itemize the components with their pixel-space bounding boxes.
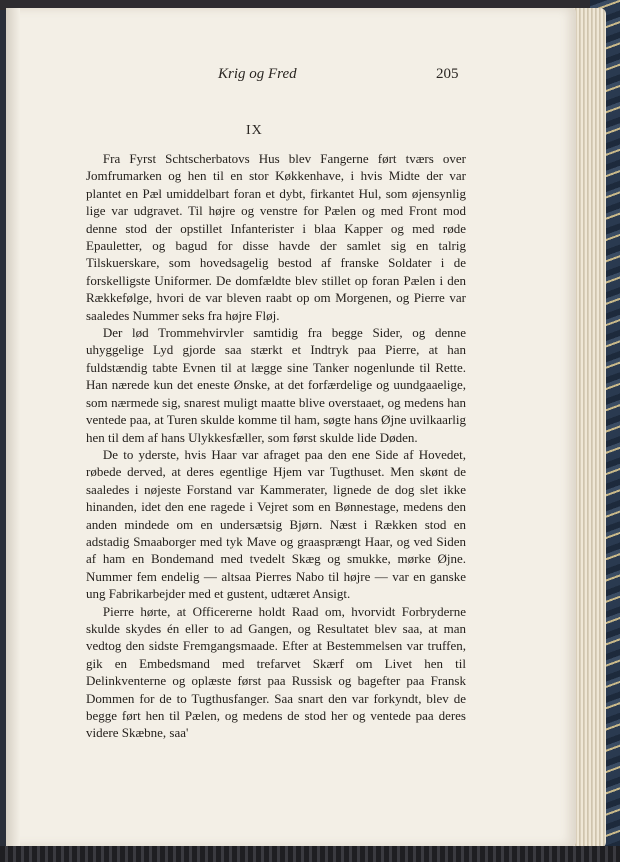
chapter-number: IX bbox=[246, 123, 263, 138]
page-stack bbox=[572, 8, 606, 848]
paragraph-2: Der lød Trommehvirvler samtidig fra begge Sider, og denne uhyggelige Lyd gjorde saa stærkt et Indtryk paa Pierre, at han fuldstændig tabte Evnen til at lægge sine Tanker nogenlunde til Rette. Han nærede kun det eneste Ønske, at det forfærdelige og uundgaaelige, som nærmede sig, snarest muligt maatte blive overstaaet, og medens han ventede paa, at Turen skulde komme til ham, søgte hans Øjne uvilkaarlig hen til dem af hans Ulykkesfæller, som først skulde lide Døden. bbox=[86, 325, 466, 445]
book-bottom-edge bbox=[0, 846, 620, 862]
running-header bbox=[6, 66, 466, 90]
page-gutter bbox=[6, 8, 20, 846]
paragraph-3: De to yderste, hvis Haar var afraget paa den ene Side af Hovedet, røbede derved, at deres egentlige Hjem var Tugthuset. Men skønt de saaledes i nøjeste Forstand var Kammerater, lignede de dog slet ikke hinanden, idet den ene ragede i Vejret som en Bønnestage, medens den anden mindede om en undersætsig Bjørn. Næst i Rækken stod en adstadig Smaaborger med tyk Mave og graasprængt Haar, og ved Siden af ham en Bondemand med tvedelt Skæg og smukke, mørke Øjne. Nummer fem endelig — altsaa Pierres Nabo til højre — var en ganske ung Fabrikarbejder med et gustent, udtæret Ansigt. bbox=[86, 446, 466, 602]
paragraph-1: Fra Fyrst Schtscherbatovs Hus blev Fangerne ført tværs over Jomfrumarken og hen til en stor Køkkenhave, i hvis Midte der var plantet en Pæl umiddelbart foran et dybt, firkantet Hul, som øjensynlig lige var udgravet. Til højre og venstre for Pælen og med Front mod denne stod der opstillet Infanterister i blaa Kapper og med røde Epauletter, og bagud for disse havde der samlet sig en talrig Tilskuerskare, som hovedsagelig bestod af franske Soldater i de forskelligste Uniformer. De domfældte blev stillet op foran Pælen i den Rækkefølge, hvori de var bleven raabt op om Morgenen, og Pierre var saaledes Nummer seks fra højre Fløj. bbox=[86, 151, 466, 323]
page-number: 205 bbox=[436, 66, 459, 82]
running-title: Krig og Fred bbox=[218, 66, 297, 82]
body-text bbox=[86, 150, 466, 742]
paragraph-4: Pierre hørte, at Officererne holdt Raad om, hvorvidt Forbryderne skulde skydes én eller to ad Gangen, og Resultatet blev saa, at man vedtog den sidste Fremgangsmaade. Efter at Bestemmelsen var truffen, gik en Embedsmand med trefarvet Skærf om Livet hen til Delinkventerne og oplæste først paa Russisk og bagefter paa Fransk Dommen for de to Tugthusfanger. Saa snart den var forkyndt, blev de begge ført hen til Pælen, og medens de stod her og ventede paa deres videre Skæbne, saa' bbox=[86, 603, 466, 741]
book-page bbox=[6, 8, 576, 846]
